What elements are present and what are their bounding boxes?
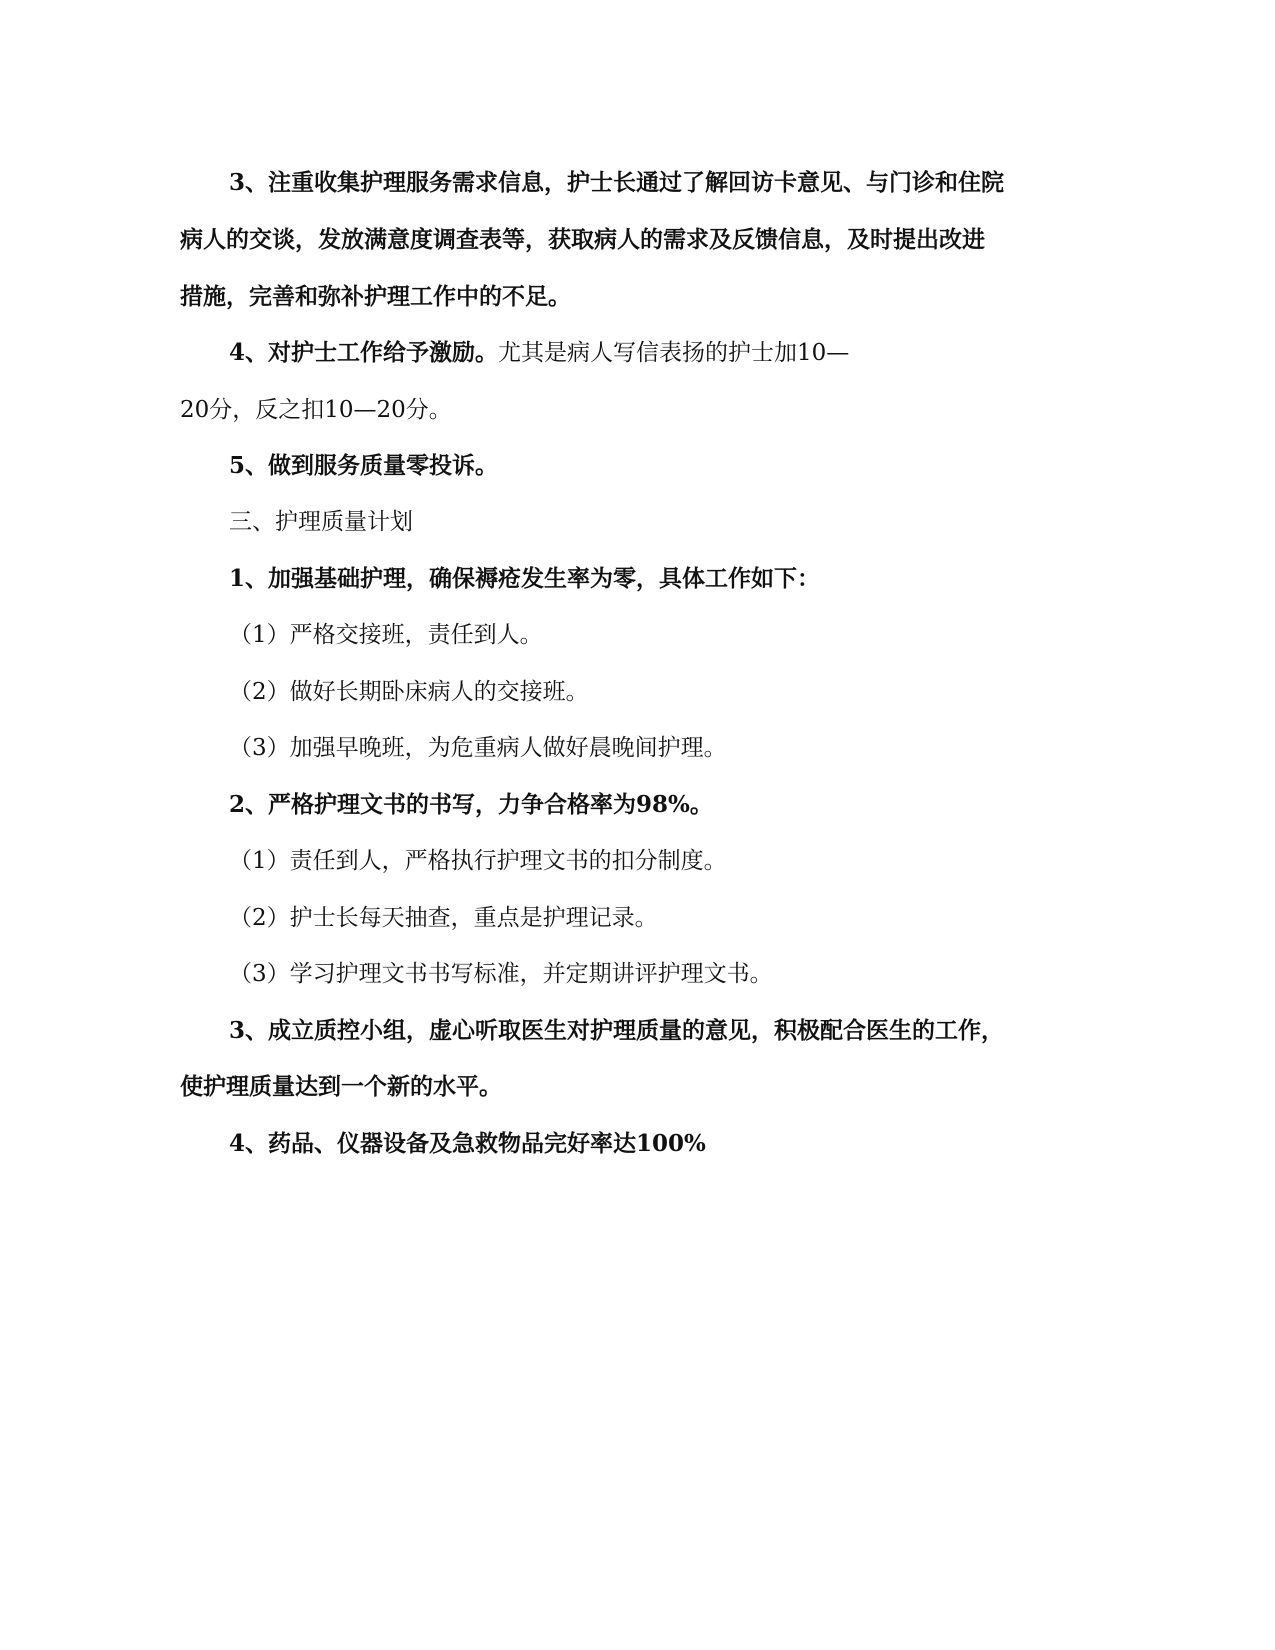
list-item-title: 3、成立质控小组，虚心听取医生对护理质量的意见，积极配合医生的工作， [229, 1017, 1005, 1044]
paragraph-line: 病人的交谈，发放满意度调查表等，获取病人的需求及反馈信息，及时提出改进 [180, 226, 985, 253]
section-heading: 三、护理质量计划 [229, 509, 413, 535]
normal-continuation: 尤其是病人写信表扬的护士加10— [498, 340, 850, 366]
paragraph-line: 使护理质量达到一个新的水平。 [180, 1073, 502, 1100]
list-subitem: （1）责任到人，严格执行护理文书的扣分制度。 [229, 848, 727, 874]
list-subitem: （3）加强早晚班，为危重病人做好晨晚间护理。 [229, 735, 727, 761]
list-item-title: 1、加强基础护理，确保褥疮发生率为零，具体工作如下： [229, 565, 821, 592]
paragraph-line [229, 337, 849, 369]
list-subitem: （1）严格交接班，责任到人。 [229, 622, 543, 648]
bold-lead: 4、对护士工作给予激励。 [229, 339, 499, 366]
list-subitem: （2）做好长期卧床病人的交接班。 [229, 679, 589, 705]
paragraph-line: 3、注重收集护理服务需求信息，护士长通过了解回访卡意见、与门诊和住院 [229, 169, 1005, 196]
paragraph-line: 5、做到服务质量零投诉。 [229, 452, 499, 479]
paragraph-line: 20分，反之扣10—20分。 [180, 397, 452, 423]
list-item-title: 4、药品、仪器设备及急救物品完好率达100% [229, 1130, 706, 1157]
paragraph-line: 措施，完善和弥补护理工作中的不足。 [180, 283, 571, 310]
list-subitem: （2）护士长每天抽查，重点是护理记录。 [229, 905, 658, 931]
list-subitem: （3）学习护理文书书写标准，并定期讲评护理文书。 [229, 961, 773, 987]
list-item-title: 2、严格护理文书的书写，力争合格率为98%。 [229, 791, 713, 818]
